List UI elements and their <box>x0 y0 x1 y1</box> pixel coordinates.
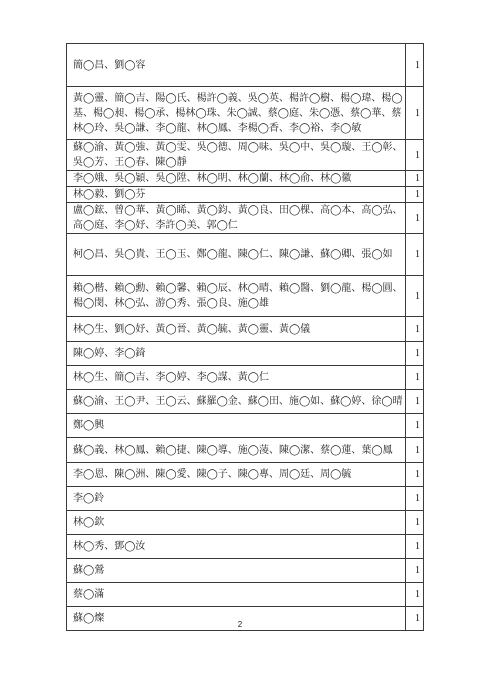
table-row <box>67 171 424 187</box>
names-table-body <box>67 44 424 631</box>
table-row <box>67 559 424 583</box>
names-cell: 林◯生、劉◯妤、黃◯晉、黃◯毓、黃◯靈、黃◯儀 <box>67 317 406 342</box>
count-cell: 1 <box>406 342 424 366</box>
count-cell: 1 <box>406 317 424 342</box>
count-cell: 1 <box>406 187 424 203</box>
names-cell: 蘇◯燦 <box>67 607 406 631</box>
count-cell: 1 <box>406 583 424 607</box>
names-cell: 蘇◯鶯 <box>67 559 406 583</box>
names-cell: 李◯鈴 <box>67 487 406 511</box>
names-cell: 林◯欽 <box>67 511 406 535</box>
names-cell: 林◯毅、劉◯芬 <box>67 187 406 203</box>
table-row <box>67 276 424 317</box>
table-row <box>67 390 424 414</box>
table-row <box>67 44 424 87</box>
count-cell: 1 <box>406 44 424 87</box>
names-cell: 林◯生、簡◯吉、李◯婷、李◯謀、黃◯仁 <box>67 366 406 390</box>
names-cell: 賴◯楷、賴◯勳、賴◯馨、賴◯辰、林◯晴、賴◯醫、劉◯龍、楊◯圓、楊◯閔、林◯弘、游◯秀、張◯良、施◯雄 <box>67 276 406 317</box>
count-cell: 1 <box>406 203 424 234</box>
count-cell: 1 <box>406 171 424 187</box>
names-cell: 李◯恩、陳◯洲、陳◯愛、陳◯子、陳◯專、周◯廷、周◯毓 <box>67 463 406 487</box>
names-cell: 盧◯鋐、曾◯華、黃◯睎、黃◯鈞、黃◯良、田◯棵、高◯本、高◯弘、高◯庭、李◯妤、李許◯美、郭◯仁 <box>67 203 406 234</box>
names-cell: 蘇◯渝、黃◯強、黃◯雯、吳◯德、周◯味、吳◯中、吳◯璇、王◯彰、吳◯芳、王◯春、陳◯靜 <box>67 140 406 171</box>
count-cell: 1 <box>406 559 424 583</box>
names-cell: 柯◯昌、吳◯貴、王◯玉、鄭◯龍、陳◯仁、陳◯謙、蘇◯卿、張◯如 <box>67 234 406 276</box>
table-row <box>67 583 424 607</box>
count-cell: 1 <box>406 535 424 559</box>
table-row <box>67 140 424 171</box>
count-cell: 1 <box>406 366 424 390</box>
names-cell: 黃◯靈、簡◯吉、陽◯氏、楊許◯義、吳◯英、楊許◯樹、楊◯瑋、楊◯基、楊◯昶、楊◯承、楊林◯珠、朱◯誠、蔡◯庭、朱◯憑、蔡◯華、蔡林◯玲、吳◯謙、李◯龍、林◯鳳、李楊◯香、李◯裕、李◯敏 <box>67 87 406 140</box>
names-cell: 鄭◯興 <box>67 414 406 438</box>
names-cell: 蘇◯渝、王◯尹、王◯云、蘇羅◯金、蘇◯田、施◯如、蘇◯婷、徐◯晴 <box>67 390 406 414</box>
names-cell: 蔡◯滿 <box>67 583 406 607</box>
count-cell: 1 <box>406 87 424 140</box>
count-cell: 1 <box>406 487 424 511</box>
table-row <box>67 487 424 511</box>
count-cell: 1 <box>406 414 424 438</box>
table-row <box>67 342 424 366</box>
names-cell: 林◯秀、鄧◯汝 <box>67 535 406 559</box>
table-row <box>67 317 424 342</box>
table-row <box>67 234 424 276</box>
count-cell: 1 <box>406 140 424 171</box>
names-cell: 蘇◯義、林◯鳳、賴◯捷、陳◯導、施◯蓤、陳◯潔、蔡◯蓮、葉◯鳳 <box>67 438 406 463</box>
names-cell: 李◯娥、吳◯穎、吳◯陞、林◯明、林◯蘭、林◯俞、林◯徽 <box>67 171 406 187</box>
names-table <box>66 43 424 631</box>
count-cell: 1 <box>406 234 424 276</box>
table-row <box>67 187 424 203</box>
count-cell: 1 <box>406 607 424 631</box>
table-row <box>67 414 424 438</box>
table-row <box>67 535 424 559</box>
count-cell: 1 <box>406 276 424 317</box>
names-cell: 簡◯昌、劉◯容 <box>67 44 406 87</box>
count-cell: 1 <box>406 438 424 463</box>
table-row <box>67 203 424 234</box>
table-row <box>67 438 424 463</box>
count-cell: 1 <box>406 463 424 487</box>
count-cell: 1 <box>406 390 424 414</box>
page-number: 2 <box>237 620 243 629</box>
count-cell: 1 <box>406 511 424 535</box>
table-row <box>67 463 424 487</box>
table-row <box>67 366 424 390</box>
names-cell: 陳◯婷、李◯錡 <box>67 342 406 366</box>
table-row <box>67 511 424 535</box>
table-row <box>67 87 424 140</box>
